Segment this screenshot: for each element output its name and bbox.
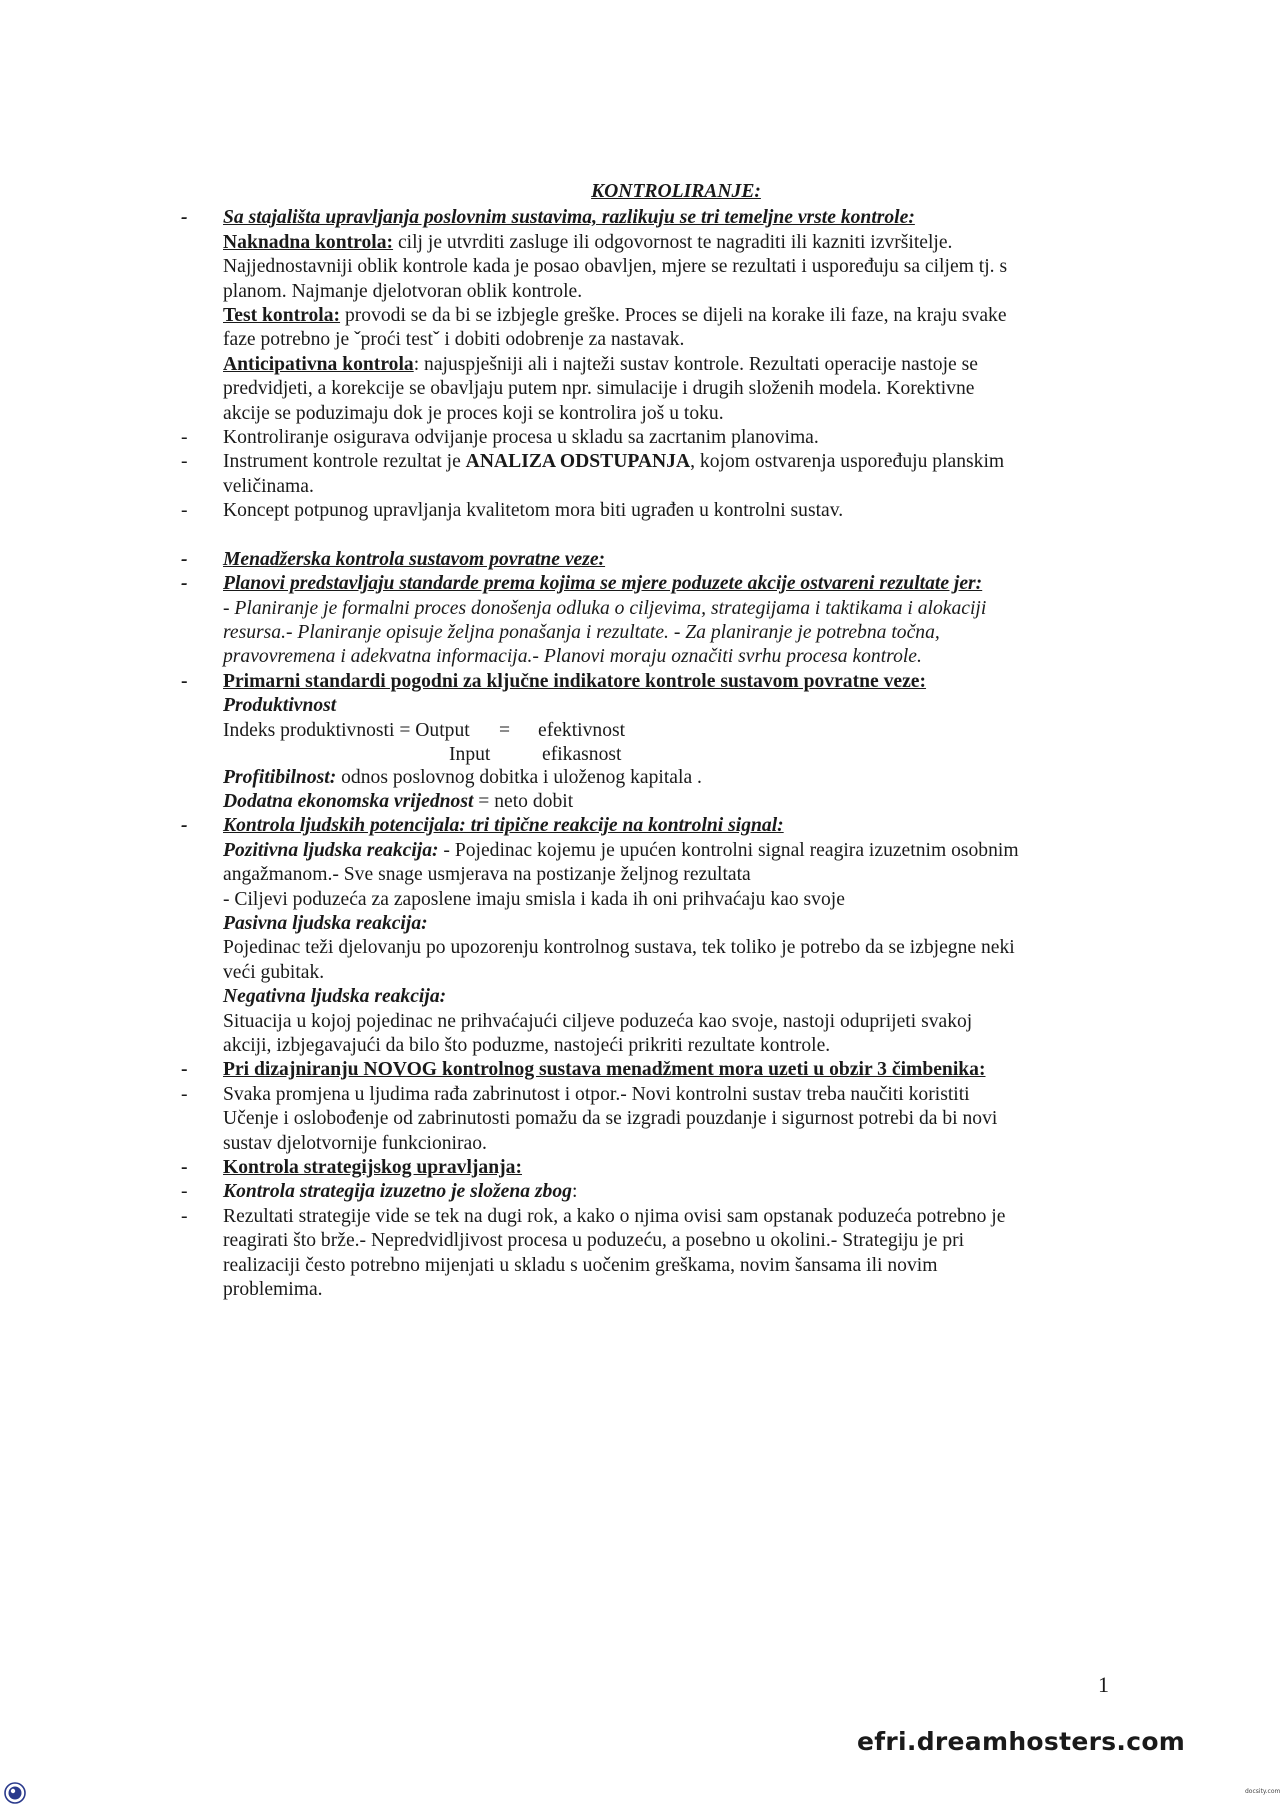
section-heading-control-types: - Sa stajališta upravljanja poslovnim sustavima, razlikuju se tri temeljne vrste kontrole: bbox=[181, 206, 1111, 230]
text-line: cilj je utvrditi zasluge ili odgovornost te nagraditi ili kazniti izvršitelje. bbox=[393, 231, 953, 253]
formula-efikasnost: efikasnost bbox=[542, 743, 622, 765]
section-heading-new-system: - Pri dizajniranju NOVOG kontrolnog sustava menadžment mora uzeti u obzir 3 čimbenika: bbox=[181, 1058, 1111, 1082]
term-produktivnost: Produktivnost bbox=[223, 695, 337, 717]
term-naknadna: Naknadna kontrola: bbox=[223, 231, 394, 253]
formula-equals: = bbox=[499, 719, 511, 741]
formula-lhs: Indeks produktivnosti = Output bbox=[223, 719, 470, 741]
text-line: Situacija u kojoj pojedinac ne prihvaćajući ciljeve poduzeća kao svoje, nastoji oduprijeti svakoj bbox=[223, 1010, 973, 1032]
text-run: - Pojedinac kojemu je upućen kontrolni signal reagira izuzetnim osobnim bbox=[438, 839, 1019, 861]
text-line: - Ciljevi poduzeća za zaposlene imaju smisla i kada ih oni prihvaćaju kao svoje bbox=[223, 888, 845, 910]
text-line: akciji, izbjegavajući da bilo što poduzme, nastojeći prikriti rezultate kontrole. bbox=[223, 1035, 831, 1056]
bullet-item: - Kontroliranje osigurava odvijanje procesa u skladu sa zacrtanim planovima. bbox=[181, 426, 1111, 450]
text-line: veličinama. bbox=[223, 475, 314, 497]
formula-input: Input bbox=[449, 743, 491, 765]
text-line: : najuspješniji ali i najteži sustav kontrole. Rezultati operacije nastoje se bbox=[413, 353, 978, 375]
text-run: odnos poslovnog dobitka i uloženog kapitala . bbox=[336, 766, 702, 788]
text-run: Instrument kontrole rezultat je bbox=[223, 451, 466, 473]
term-pasivna: Pasivna ljudska reakcija: bbox=[223, 912, 428, 934]
text-line: Pojedinac teži djelovanju po upozorenju kontrolnog sustava, tek toliko je potrebo da se izbjegne neki bbox=[223, 937, 1015, 959]
paragraph-dodatna bbox=[181, 790, 1111, 814]
paragraph-test bbox=[181, 304, 1111, 328]
term-test: Test kontrola: bbox=[223, 305, 341, 327]
text-run: , kojom ostvarenja uspoređuju planskim bbox=[690, 451, 1005, 473]
paragraph-profitibilnost bbox=[181, 766, 1111, 790]
text-line: realizaciji često potrebno mijenjati u skladu s uočenim greškama, novim šansama ili novim bbox=[223, 1254, 938, 1276]
paragraph-anticipativna bbox=[181, 353, 1111, 377]
page-title: KONTROLIRANJE: bbox=[591, 181, 761, 202]
text-line: provodi se da bi se izbjegle greške. Proces se dijeli na korake ili faze, na kraju svake bbox=[340, 305, 1007, 327]
logo-icon bbox=[4, 1782, 26, 1804]
section-heading-plans: - Planovi predstavljaju standarde prema kojima se mjere poduzete akcije ostvareni rezultate jer: bbox=[181, 572, 1111, 596]
term-anticipativna: Anticipativna kontrola bbox=[223, 353, 414, 375]
text-line: predvidjeti, a korekcije se obavljaju putem npr. simulacije i drugih složenih modela. Korektivne bbox=[223, 378, 975, 400]
section-heading-standards: - Primarni standardi pogodni za ključne indikatore kontrole sustavom povratne veze: bbox=[181, 670, 1111, 694]
text-line: - Planiranje je formalni proces donošenja odluka o ciljevima, strategijama i taktikama i alokaciji bbox=[223, 597, 987, 619]
bullet-item: - Koncept potpunog upravljanja kvalitetom mora biti ugrađen u kontrolni sustav. bbox=[181, 499, 1111, 523]
term-analiza-odstupanja: ANALIZA ODSTUPANJA bbox=[465, 451, 691, 473]
text-line: reagirati što brže.- Nepredvidljivost procesa u poduzeću, a posebno u okolini.- Strategiju je pri bbox=[223, 1230, 965, 1252]
formula-efektivnost: efektivnost bbox=[538, 719, 626, 741]
paragraph-naknadna bbox=[181, 231, 1111, 255]
watermark: efri.dreamhosters.com bbox=[857, 1727, 1186, 1756]
text-line: resursa.- Planiranje opisuje željna ponašanja i rezultate. - Za planiranje je potrebna točna, bbox=[223, 621, 940, 643]
paragraph-strategy-sub bbox=[181, 1180, 1111, 1204]
text-line: Najjednostavniji oblik kontrole kada je posao obavljen, mjere se rezultati i uspoređuju sa ciljem tj. s bbox=[223, 256, 1008, 278]
text-line: angažmanom.- Sve snage usmjerava na postizanje željnog rezultata bbox=[223, 864, 751, 886]
paragraph-pozitivna bbox=[181, 839, 1111, 863]
section-heading-human: - Kontrola ljudskih potencijala: tri tipične reakcije na kontrolni signal: bbox=[181, 814, 1111, 838]
text-line: faze potrebno je ˇproći testˇ i dobiti odobrenje za nastavak. bbox=[223, 329, 685, 351]
term-profitibilnost: Profitibilnost: bbox=[223, 766, 337, 788]
text-line: planom. Najmanje djelotvoran oblik kontrole. bbox=[223, 280, 583, 302]
bullet-item: - Svaka promjena u ljudima rađa zabrinutost i otpor.- Novi kontrolni sustav treba naučiti koristiti bbox=[181, 1083, 1111, 1107]
text-line: sustav djelotvornije funkcionirao. bbox=[223, 1132, 487, 1154]
section-heading-feedback: - Menadžerska kontrola sustavom povratne veze: bbox=[181, 548, 1111, 572]
document-body bbox=[181, 180, 1111, 1302]
text-line: Učenje i oslobođenje od zabrinutosti pomažu da se izgradi pouzdanje i sigurnost potrebi da bi novi bbox=[223, 1108, 998, 1130]
term-strategy-complex: Kontrola strategija izuzetno je složena zbog bbox=[223, 1181, 572, 1203]
bullet-item: - Rezultati strategije vide se tek na dugi rok, a kako o njima ovisi sam opstanak poduzeća potrebno je bbox=[181, 1205, 1111, 1229]
text-run: : bbox=[571, 1181, 578, 1203]
page-number: 1 bbox=[1098, 1672, 1109, 1697]
text-line: veći gubitak. bbox=[223, 961, 325, 983]
text-line: pravovremena i adekvatna informacija.- Planovi moraju označiti svrhu procesa kontrole. bbox=[223, 646, 922, 668]
bullet-item bbox=[181, 450, 1111, 474]
text-line: akcije se poduzimaju dok je proces koji se kontrolira još u toku. bbox=[223, 402, 724, 424]
text-run: = neto dobit bbox=[473, 790, 574, 812]
spacer bbox=[181, 524, 1111, 548]
productivity-formula bbox=[181, 719, 1111, 766]
term-negativna: Negativna ljudska reakcija: bbox=[223, 986, 447, 1008]
term-pozitivna: Pozitivna ljudska reakcija: bbox=[223, 839, 439, 861]
text-line: problemima. bbox=[223, 1279, 323, 1301]
small-mark: docsity.com bbox=[1245, 1788, 1280, 1795]
section-heading-strategic: - Kontrola strategijskog upravljanja: bbox=[181, 1156, 1111, 1180]
term-dodatna-vrijednost: Dodatna ekonomska vrijednost bbox=[223, 790, 474, 812]
